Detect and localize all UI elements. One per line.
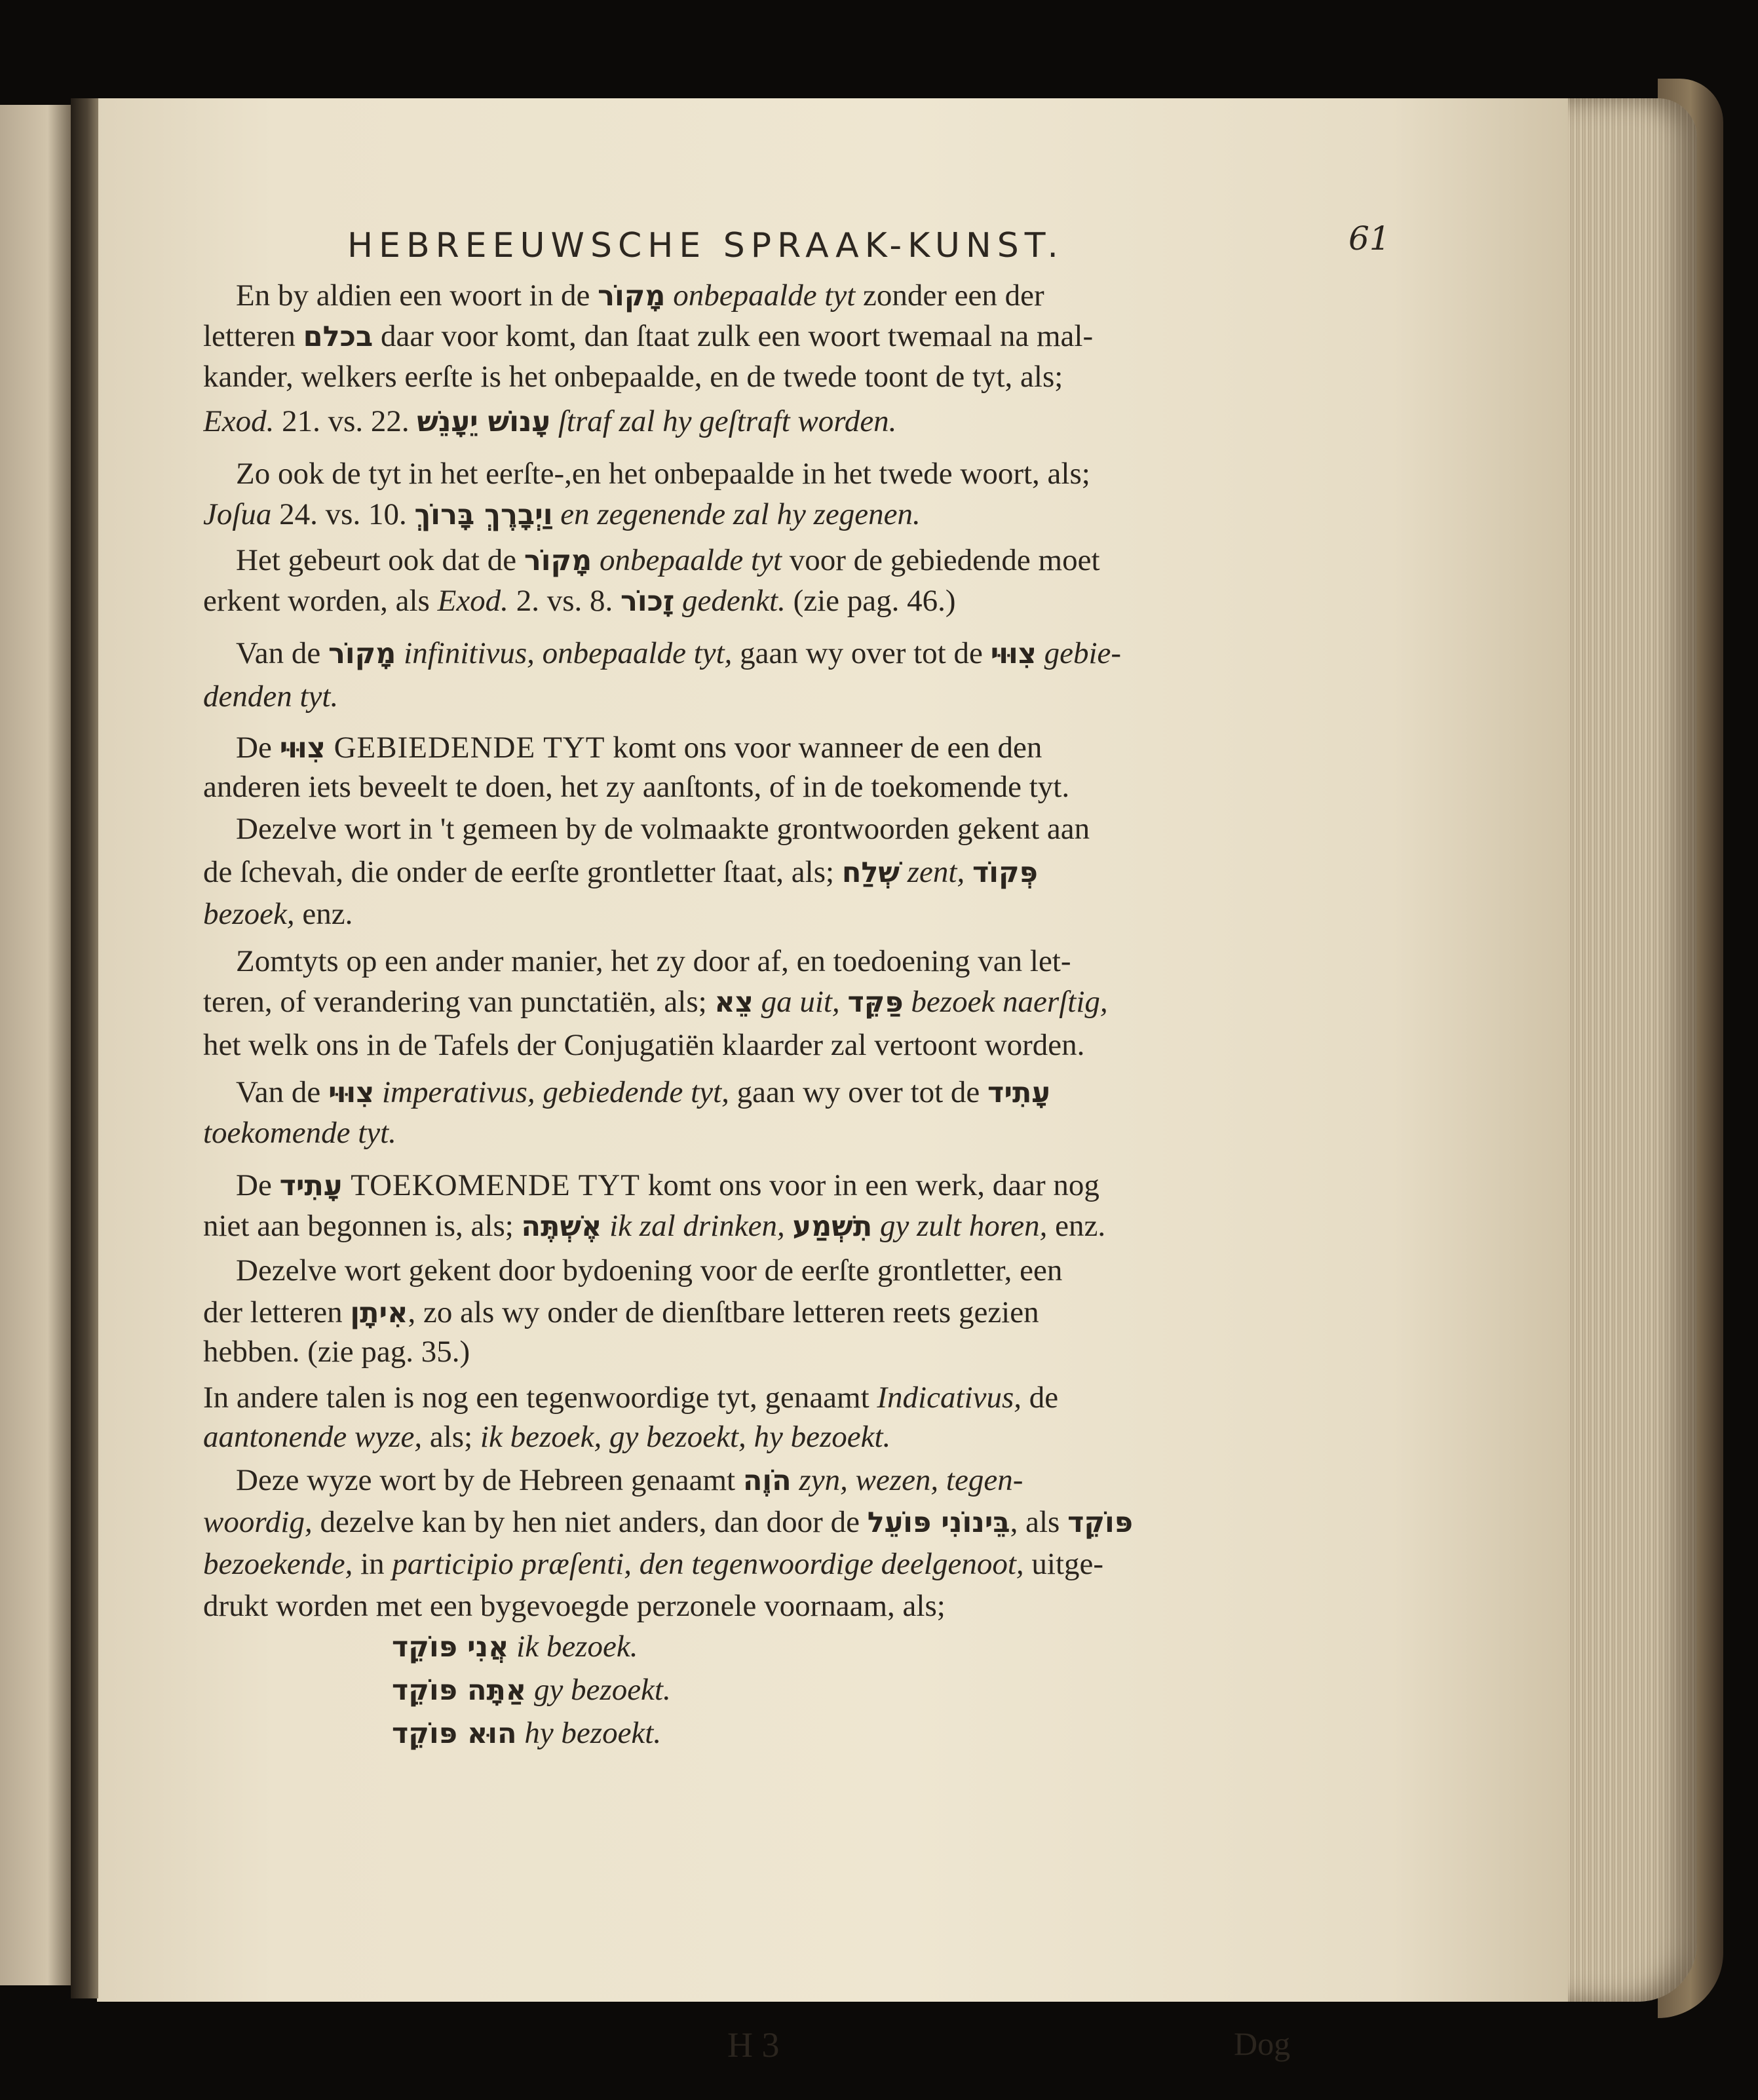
text-line [236,940,1442,983]
italic-text: aantonende wyze, [203,1420,423,1454]
text-line [203,1330,1409,1373]
text-line [236,1164,1442,1207]
text-run: niet aan begonnen is, als; [203,1209,522,1243]
text-run: Deze wyze wort by de Hebreen genaamt [236,1463,743,1497]
hebrew-term: אִיתָן [350,1297,408,1329]
text-run: , zo als wy onder de dienſtbare letteren reets gezien [408,1295,1039,1329]
book-page [97,98,1568,2065]
example-hebrew: הוּא פּוֹקֵד [392,1717,517,1750]
text-run: enz. [294,897,353,931]
text-line [203,765,1409,809]
text-run: komt ons voor wanneer de een den [605,731,1042,765]
text-line [203,1111,1409,1155]
italic-text: Exod. [437,584,508,618]
text-run: gaan wy over tot de [732,636,991,670]
italic-text: en zegenende zal hy zegenen. [552,497,921,531]
italic-text: Joſua [203,497,272,531]
text-run: der letteren [203,1295,351,1329]
italic-text: bezoek naerſtig, [903,985,1108,1019]
text-run: komt ons voor in een werk, daar nog [640,1168,1099,1202]
signature-mark: H 3 [727,2025,780,2065]
example-gloss: ik bezoek. [516,1630,638,1664]
text-run: teren, of verandering van punctatiën, als; [203,985,715,1019]
text-run: dezelve kan by hen niet anders, dan door de [312,1505,868,1539]
text-run: 2. vs. 8. [508,584,621,618]
text-run: Van de [236,636,328,670]
italic-text: ga uit, [753,985,840,1019]
italic-text: onbepaalde tyt [592,543,782,577]
text-line [236,632,1442,675]
text-line [203,579,1409,622]
italic-text: woordig, [203,1505,313,1539]
hebrew-term: אֶשְׁתֶּה [521,1210,602,1243]
italic-text: ik zal drinken, [602,1209,785,1243]
example-row [392,1668,1047,1711]
hebrew-term: פְּקוֹד [972,856,1038,889]
hebrew-term: מָקוֹר [598,280,666,313]
example-row [392,1711,1047,1755]
italic-text: bezoekende, [203,1547,353,1581]
text-run: de ſchevah, die onder de eerſte grontletter ſtaat, als; [203,855,842,889]
text-run: De [236,731,280,765]
hebrew-term: מָקוֹר [524,544,592,577]
hebrew-term: בֵּינוֹנִי פּוֹעֵל [867,1506,1010,1539]
italic-text: toekomende tyt. [203,1116,396,1150]
text-line [203,850,1409,894]
page-number: 61 [1348,220,1390,258]
example-gloss: hy bezoekt. [524,1716,662,1750]
gutter-shadow [71,98,98,1998]
italic-text: Indicativus, [877,1381,1022,1415]
text-line [203,1023,1409,1067]
text-run: En by aldien een woort in de [236,278,598,313]
hebrew-term: בכלם [303,320,373,353]
italic-text: gedenkt. [674,584,786,618]
text-line [236,807,1442,850]
text-run [840,985,848,1019]
hebrew-term: צִוּוּי [328,1077,375,1109]
hebrew-term: תִשְׁמַע [792,1210,873,1243]
text-run: Van de [236,1075,328,1109]
hebrew-term: שְׁלַח [841,856,900,889]
text-run: erkent worden, als [203,584,438,618]
italic-text: ik bezoek, gy bezoekt, hy bezoekt. [480,1420,891,1454]
text-line [236,1249,1442,1292]
text-run: Zomtyts op een ander manier, het zy door af, en toedoening van let- [236,944,1071,978]
hebrew-term: וַיְבָרֶךְ בָּרוֹךְ [414,499,553,531]
hebrew-term: פַּקֵּד [847,986,904,1019]
page-stack-edges [1559,98,1697,2002]
italic-text: gy zult horen, [872,1209,1048,1243]
example-gloss: gy bezoekt. [533,1673,671,1707]
italic-text: gebie- [1036,636,1122,670]
text-line [203,400,1409,443]
hebrew-term: מָקוֹר [328,638,396,670]
text-run: de [1022,1381,1059,1415]
text-line [236,274,1442,317]
italic-text: zent, [900,855,965,889]
hebrew-term: עָתִיד [279,1170,343,1202]
text-run: als; [422,1420,480,1454]
text-run: het welk ons in de Tafels der Conjugatiën klaarder zal vertoont worden. [203,1028,1085,1062]
text-run: 21. vs. 22. [274,404,417,438]
text-line [236,539,1442,582]
text-run: voor de gebiedende moet [782,543,1100,577]
text-run: in [353,1547,392,1581]
text-line [236,726,1442,769]
text-line [203,493,1409,536]
hebrew-term: צִוּוּי [279,732,326,765]
text-run: , als [1010,1505,1068,1539]
text-line [203,1500,1409,1544]
hebrew-term: עָתִיד [987,1077,1050,1109]
text-line [203,675,1409,718]
text-run: uitge- [1023,1547,1104,1581]
previous-page-edge [0,105,73,1985]
text-run: anderen iets beveelt te doen, het zy aanſtonts, of in de toekomende tyt. [203,770,1070,804]
text-run: (zie pag. 46.) [785,584,956,618]
text-run: enz. [1047,1209,1106,1243]
text-run: kander, welkers eerſte is het onbepaalde, en de twede toont de tyt, als; [203,360,1063,394]
text-line [203,355,1409,398]
text-line [203,1204,1409,1248]
italic-text: ſtraf zal hy geſtraft worden. [550,404,897,438]
text-run [785,1209,793,1243]
text-run: drukt worden met een bygevoegde perzonele voornaam, als; [203,1589,946,1623]
italic-text: bezoek, [203,897,295,931]
text-run: Zo ook de tyt in het eerſte-,en het onbepaalde in het twede woort, als; [236,457,1090,491]
italic-text: Exod. [203,404,275,438]
text-line [203,1415,1409,1459]
text-line [236,452,1442,495]
hebrew-term: צִוּוּי [990,638,1037,670]
example-hebrew: אֲנִי פּוֹקֵד [392,1631,509,1664]
hebrew-term: צֵא [714,986,754,1019]
italic-text: zyn, wezen, tegen- [791,1463,1023,1497]
text-run: Het gebeurt ook dat de [236,543,524,577]
example-hebrew: אַתָּה פּוֹקֵד [392,1674,527,1707]
text-run: TOEKOMENDE TYT [342,1168,640,1202]
italic-text: imperativus, gebiedende tyt, [374,1075,729,1109]
text-line [236,1459,1442,1502]
text-run: De [236,1168,280,1202]
text-run: zonder een der [855,278,1044,313]
hebrew-term: פּוֹקֵד [1067,1506,1134,1539]
text-line [203,315,1409,358]
text-line [236,1071,1442,1114]
text-run: Dezelve wort gekent door bydoening voor de eerſte grontletter, een [236,1253,1063,1288]
italic-text: onbepaalde tyt [665,278,856,313]
text-run: GEBIEDENDE TYT [325,731,605,765]
italic-text: infinitivus, onbepaalde tyt, [396,636,733,670]
text-line [203,892,1409,936]
hebrew-term: זָכוֹר [620,585,675,618]
italic-text: denden tyt. [203,679,339,714]
text-run: In andere talen is nog een tegenwoordige tyt, genaamt [203,1381,877,1415]
text-run: Dezelve wort in 't gemeen by de volmaakte grontwoorden gekent aan [236,812,1090,846]
text-run: daar voor komt, dan ſtaat zulk een woort twemaal na mal- [373,319,1094,353]
text-run: 24. vs. 10. [271,497,415,531]
running-title: HEBREEUWSCHE SPRAAK-KUNST. [347,226,1064,265]
text-run [965,855,972,889]
text-run: gaan wy over tot de [729,1075,988,1109]
catchword: Dog [1234,2025,1291,2062]
example-row [392,1625,1047,1668]
text-line [203,1542,1409,1586]
text-line [203,1376,1409,1419]
text-run: hebben. (zie pag. 35.) [203,1335,470,1369]
hebrew-term: עָנוֹשׁ יֵעָנֵשׁ [417,406,551,438]
hebrew-term: הֹוֶה [742,1464,792,1497]
text-line [203,1584,1409,1628]
text-line [203,1291,1409,1334]
text-run: letteren [203,319,303,353]
italic-text: participio præſenti, den tegenwoordige deelgenoot, [392,1547,1024,1581]
text-line [203,980,1409,1023]
